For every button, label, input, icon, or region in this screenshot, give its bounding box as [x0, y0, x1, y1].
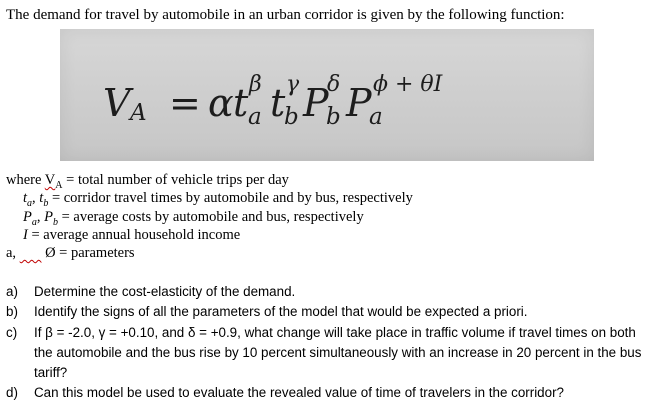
- eq-exponent: ϕ + θI: [373, 72, 443, 97]
- parameter-squiggle: [20, 245, 42, 261]
- question-item: [6, 302, 646, 322]
- definition-income: I = average annual household income: [23, 226, 241, 243]
- question-letter: b): [6, 304, 18, 320]
- definition-volume: where $V_A$ = total number of vehicle trips per day: [6, 172, 289, 191]
- eq-ta: t: [233, 81, 249, 125]
- question-letter: c): [6, 324, 18, 340]
- question-text: If β = -2.0, γ = +0.10, and δ = +0.9, what change will take place in traffic volume if travel times on both the automobile and the bus rise by 10 percent simultaneously with an increase in 20 percent in the bus tariff?: [34, 324, 642, 381]
- eq-pa-sub: a: [369, 104, 383, 130]
- question-text: Can this model be used to evaluate the revealed value of time of travelers in the corridor?: [34, 385, 564, 401]
- definition-travel-times: $t_a$, $t_b$ = corridor travel times by automobile and by bus, respectively: [23, 190, 413, 210]
- eq-pb: P: [303, 81, 329, 125]
- question-item: [6, 323, 646, 384]
- definition-costs: $P_a$, $P_b$ = average costs by automobile and bus, respectively: [23, 208, 364, 228]
- question-text: Identify the signs of all the parameters of the model that would be expected a priori.: [34, 304, 528, 320]
- eq-equals: =: [169, 81, 201, 125]
- volume-symbol: $V_A$: [44, 172, 63, 191]
- eq-gamma: γ: [286, 72, 300, 97]
- demand-equation: [103, 73, 563, 133]
- eq-volume-sub: A: [130, 100, 147, 126]
- question-text: Determine the cost-elasticity of the demand.: [34, 284, 296, 299]
- eq-tb-sub: b: [284, 104, 299, 130]
- question-list: [6, 282, 646, 404]
- variable-definitions: [6, 171, 413, 262]
- equation-image: [60, 29, 594, 161]
- eq-ta-sub: a: [248, 104, 262, 130]
- eq-delta: δ: [327, 72, 341, 97]
- eq-beta: β: [249, 72, 262, 97]
- eq-pa: P: [346, 81, 372, 125]
- eq-volume: V: [103, 81, 131, 125]
- definition-parameters: a, Ø = parameters: [6, 245, 135, 262]
- question-letter: a): [6, 284, 18, 299]
- eq-alpha: α: [208, 81, 234, 125]
- intro-text: The demand for travel by automobile in an urban corridor is given by the following function:: [6, 7, 565, 23]
- question-item: [6, 383, 646, 403]
- question-letter: d): [6, 385, 18, 401]
- eq-tb: t: [270, 81, 286, 125]
- question-item: [6, 282, 646, 302]
- eq-pb-sub: b: [326, 104, 341, 130]
